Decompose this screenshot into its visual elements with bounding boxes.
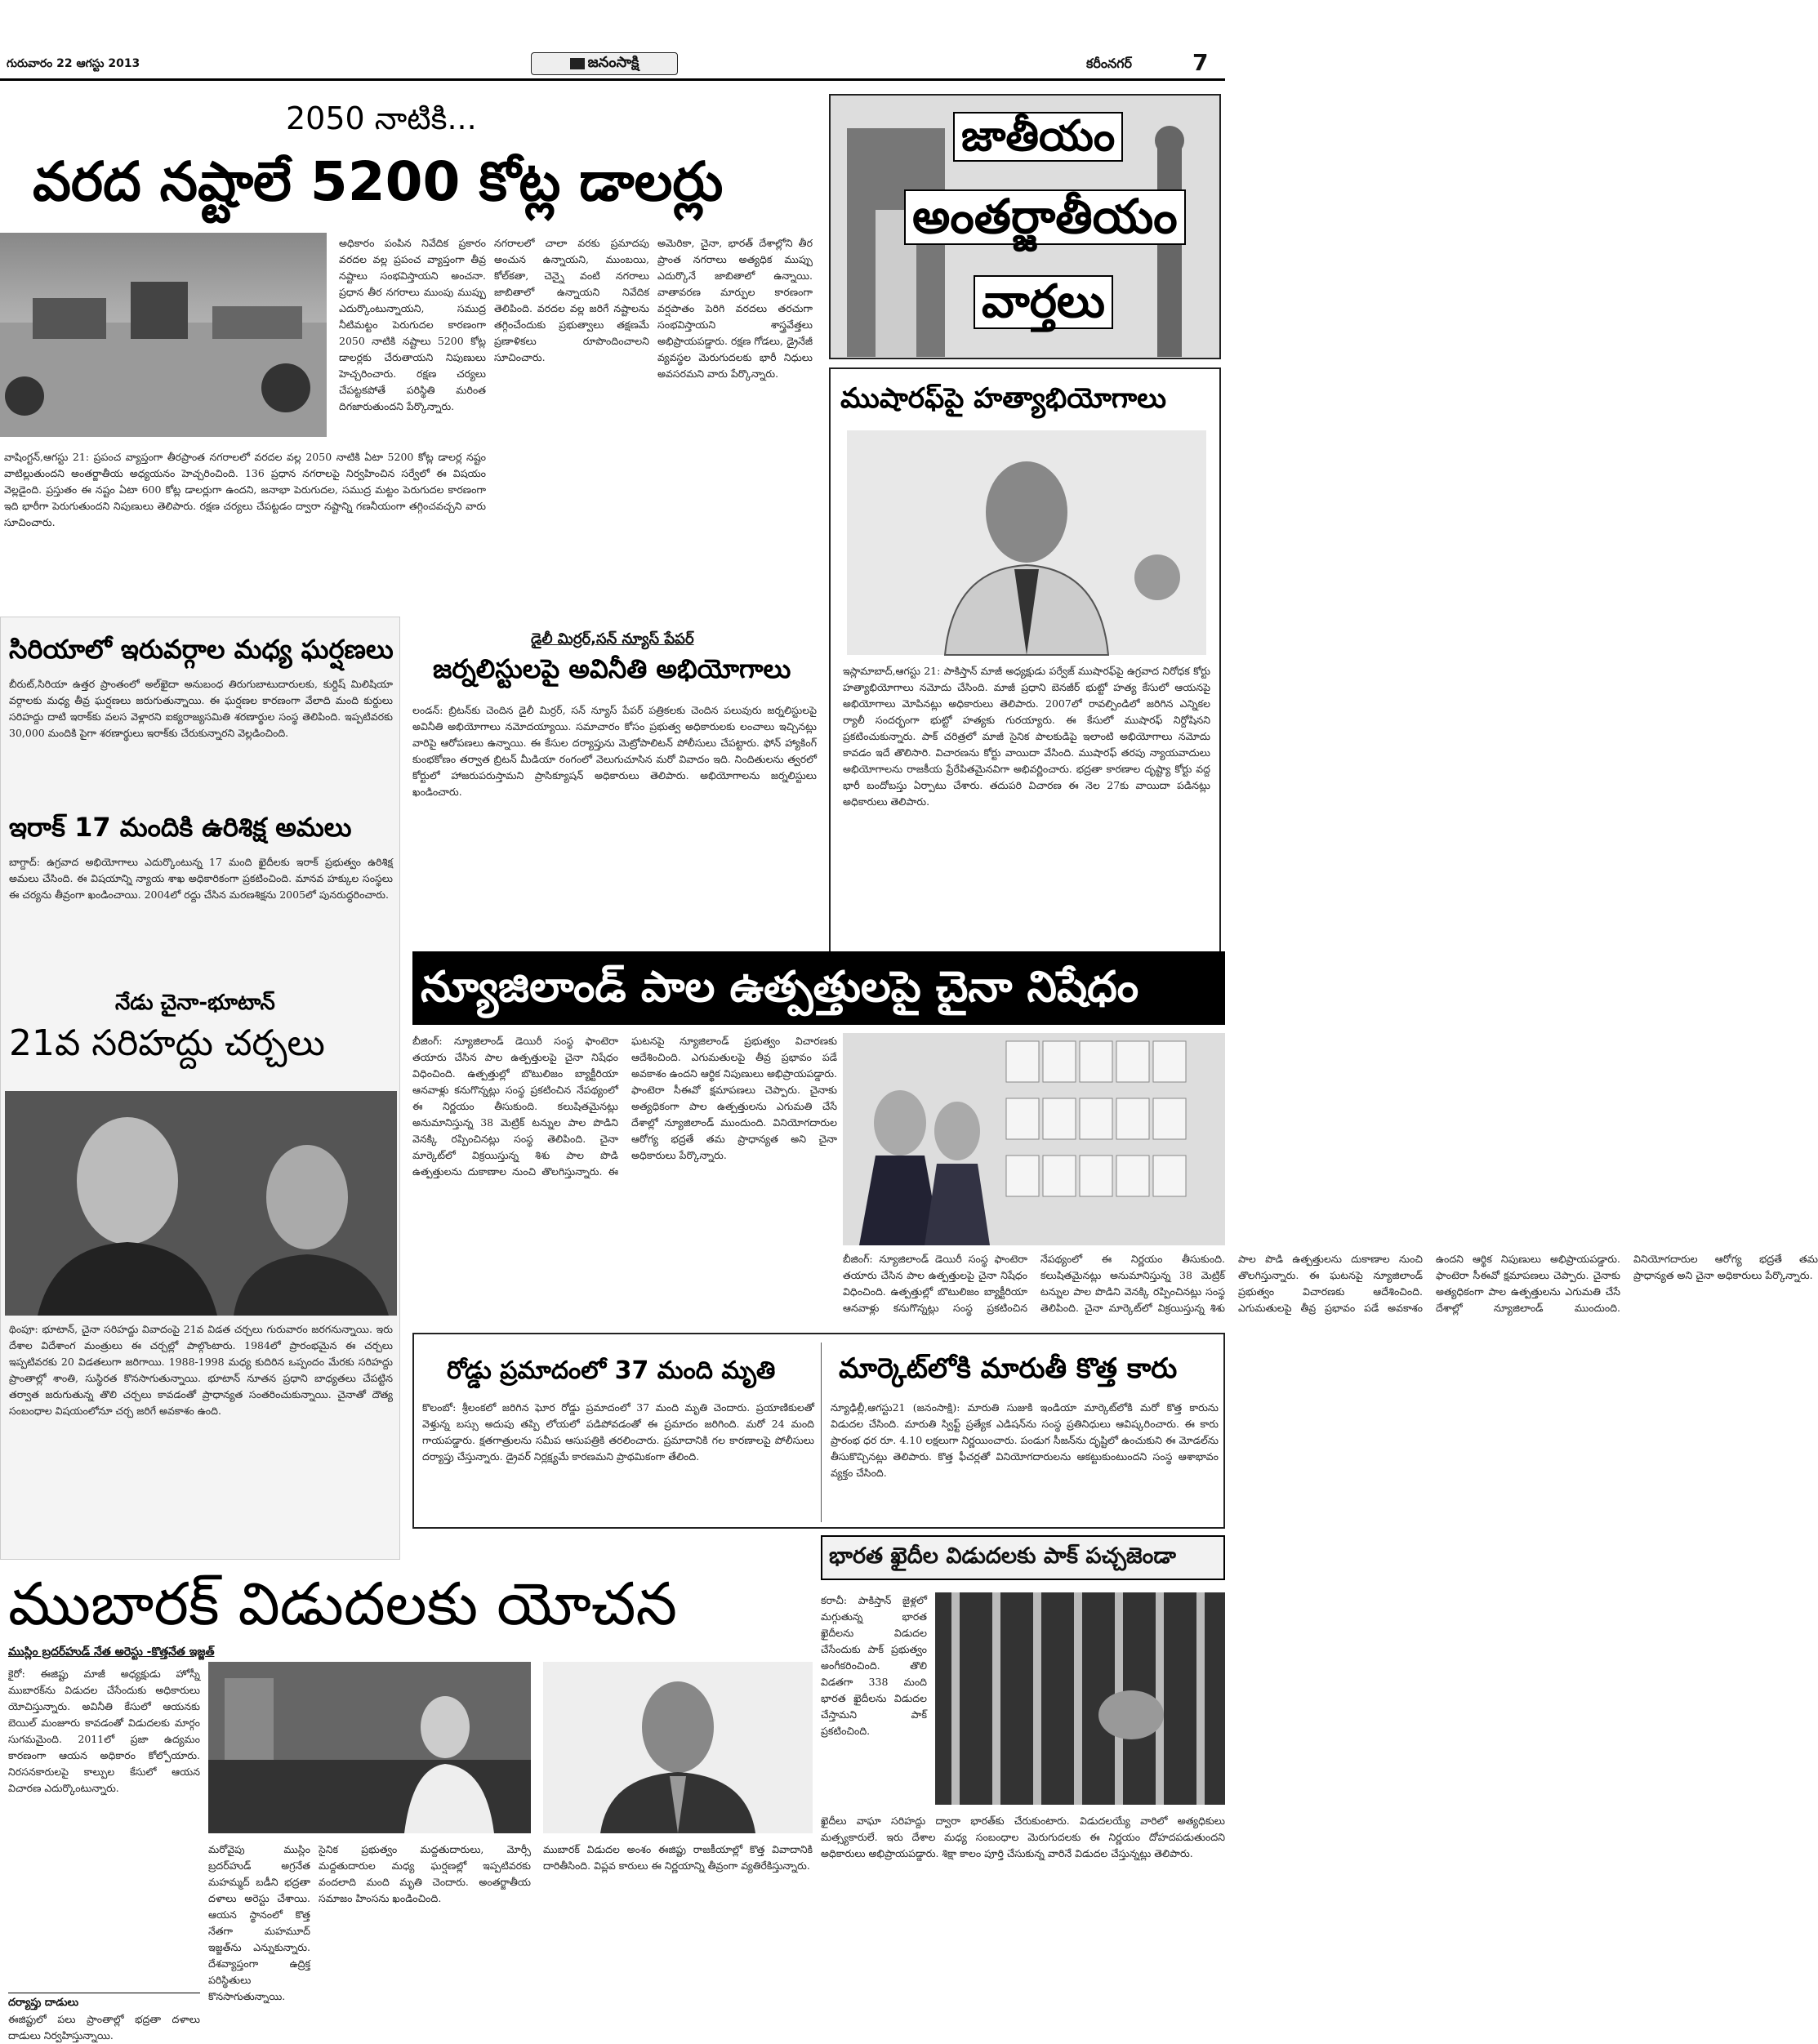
page-number: 7 [1192, 49, 1209, 76]
header-date: గురువారం 22 ఆగస్టు 2013 [7, 57, 140, 70]
bhutan-body: థింపూ: భూటాన్, చైనా సరిహద్దు వివాదంపై 21వ విడత చర్చలు గురువారం జరగనున్నాయి. ఇరు దేశాల విదేశాంగ మంత్రులు ఈ చర్చల్లో పాల్గొంటారు. 1984లో ప్రారంభమైన ఈ చర్చలు ఇప్పటివరకు 20 విడతలుగా జరిగాయి. 1988-1998 మధ్య కుదిరిన ఒప్పందం మేరకు సరిహద్దు ప్రాంతాల్లో శాంతి, సుస్థిరత కొనసాగుతున్నాయి. భూటాన్ నూతన ప్రధాని బాధ్యతలు చేపట్టిన తర్వాత జరుగుతున్న తొలి చర్చలు కావడంతో ప్రాధాన్యత సంతరించుకున్నాయి. చైనాతో దౌత్య సంబంధాల విషయంలోనూ చర్చ జరిగే అవకాశం ఉంది. [9, 1323, 393, 1417]
road-body: కొలంబో: శ్రీలంకలో జరిగిన ఘోర రోడ్డు ప్రమాదంలో 37 మంది మృతి చెందారు. ప్రయాణికులతో వెళ్తున్న బస్సు అదుపు తప్పి లోయలో పడిపోవడంతో ఈ ప్రమాదం జరిగింది. మరో 24 మంది గాయపడ్డారు. క్షతగాత్రులను సమీప ఆసుపత్రికి తరలించారు. ప్రమాదానికి గల కారణాలపై పోలీసులు దర్యాప్తు చేస్తున్నారు. డ్రైవర్ నిర్లక్ష్యమే కారణమని ప్రాథమికంగా తేలింది. [422, 1401, 814, 1463]
banner-line2: అంతర్జాతీయం [904, 189, 1186, 245]
main-headline: వరద నష్టాలే 5200 కోట్ల డాలర్లు [33, 150, 724, 213]
bhutan-photo [5, 1091, 397, 1316]
road-maruti-box [412, 1333, 1225, 1529]
nz-milk-body: బీజింగ్: న్యూజిలాండ్ డెయిరీ సంస్థ ఫాంటెరా తయారు చేసిన పాల ఉత్పత్తులపై చైనా నిషేధం విధించింది. ఉత్పత్తుల్లో బొటులిజం బ్యాక్టీరియా ఆనవాళ్లు కనుగొన్నట్లు సంస్థ ప్రకటించిన నేపథ్యంలో ఈ నిర్ణయం తీసుకుంది. కలుషితమైనట్లు అనుమానిస్తున్న 38 మెట్రిక్ టన్నుల పాల పొడిని వెనక్కి రప్పించినట్లు సంస్థ తెలిపింది. చైనా మార్కెట్‌లో విక్రయిస్తున్న శిశు పాల పొడి ఉత్పత్తులను దుకాణాల నుంచి తొలగిస్తున్నారు. ఈ ఘటనపై న్యూజిలాండ్ ప్రభుత్వం విచారణకు ఆదేశించింది. ఎగుమతులపై తీవ్ర ప్రభావం పడే అవకాశం ఉందని ఆర్థిక నిపుణులు అభిప్రాయపడ్డారు. ఫాంటెరా సీఈవో క్షమాపణలు చెప్పారు. చైనాకు అత్యధికంగా పాల ఉత్పత్తులను ఎగుమతి చేసే దేశాల్లో న్యూజిలాండ్ ముందుంది. వినియోగదారుల ఆరోగ్య భద్రతే తమ ప్రాధాన్యత అని చైనా అధికారులు పేర్కొన్నారు. [412, 1035, 837, 1178]
flood-photo-art [0, 233, 327, 437]
main-body-col1: అధికారం పంపిన నివేదిక ప్రకారం వరదల వల్ల ప్రపంచ వ్యాప్తంగా తీవ్ర నష్టాలు సంభవిస్తాయని అంచనా. ప్రధాన తీర నగరాలు ముంపు ముప్పు ఎదుర్కొంటున్నాయని, సముద్ర నీటిమట్టం పెరుగుదల కారణంగా 2050 నాటికి నష్టాలు 5200 కోట్ల డాలర్లకు చేరుతాయని నిపుణులు హెచ్చరించారు. రక్షణ చర్యలు చేపట్టకపోతే పరిస్థితి మరింత దిగజారుతుందని పేర్కొన్నారు. [339, 237, 486, 412]
prisoners-story [821, 1535, 1225, 2042]
mubarak-photo [543, 1662, 813, 1833]
journalists-source: డైలీ మిర్రర్,సన్ న్యూస్ పేపర్ [531, 630, 694, 648]
logo-mark-icon [570, 58, 585, 69]
maruti-headline: మార్కెట్‌లోకి మారుతీ కొత్త కారు [839, 1352, 1178, 1385]
musharraf-headline: ముషారఫ్‌పై హత్యాభియోగాలు [840, 382, 1167, 415]
nz-milk-photo-art [843, 1033, 1225, 1245]
mubarak-box [8, 1993, 200, 2042]
iraq-body: బాగ్దాద్: ఉగ్రవాద అభియోగాలు ఎదుర్కొంటున్న 17 మంది ఖైదీలకు ఇరాక్ ప్రభుత్వం ఉరిశిక్ష అమలు చేసింది. ఈ విషయాన్ని న్యాయ శాఖ అధికారికంగా ప్రకటించింది. మానవ హక్కుల సంస్థలు ఈ చర్యను తీవ్రంగా ఖండించాయి. 2004లో రద్దు చేసిన మరణశిక్షను 2005లో పునరుద్ధరించారు. [9, 856, 393, 901]
mubarak-body-col4: ముబారక్ విడుదల అంశం ఈజిప్టు రాజకీయాల్లో కొత్త వివాదానికి దారితీసింది. విప్లవ కారులు ఈ నిర్ణయాన్ని తీవ్రంగా వ్యతిరేకిస్తున్నారు. [543, 1843, 813, 1872]
journalists-body: లండన్: బ్రిటన్‌కు చెందిన డైలీ మిర్రర్, సన్ న్యూస్ పేపర్ పత్రికలకు చెందిన పలువురు జర్నలిస్టులపై అవినీతి అభియోగాలు నమోదయ్యాయి. సమాచారం కోసం ప్రభుత్వ అధికారులకు లంచాలు ఇచ్చినట్లు వారిపై ఆరోపణలు ఉన్నాయి. ఈ కేసుల దర్యాప్తును మెట్రోపాలిటన్ పోలీసులు చేపట్టారు. ఫోన్ హ్యాకింగ్ కుంభకోణం తర్వాత బ్రిటన్ మీడియా రంగంలో వెలుగుచూసిన మరో వివాదం ఇది. నిందితులను త్వరలో కోర్టులో హాజరుపరుస్తామని ప్రాసిక్యూషన్ అధికారులు తెలిపారు. అభియోగాలను జర్నలిస్టులు ఖండించారు. [412, 704, 817, 798]
musharraf-story [829, 367, 1221, 1006]
bhutan-kicker: నేడు చైనా-భూటాన్ [115, 991, 275, 1015]
mubarak-photo-art [543, 1662, 813, 1833]
musharraf-body: ఇస్లామాబాద్,ఆగస్టు 21: పాకిస్తాన్ మాజీ అధ్యక్షుడు పర్వేజ్ ముషారఫ్‌పై ఉగ్రవాద నిరోధక కోర్టు హత్యాభియోగాలు నమోదు చేసింది. మాజీ ప్రధాని బెనజీర్ భుట్టో హత్య కేసులో ఆయనపై అభియోగాలు మోపినట్లు అధికారులు తెలిపారు. 2007లో రావల్పిండిలో జరిగిన ఎన్నికల ర్యాలీ సందర్భంగా భుట్టో హత్యకు గురయ్యారు. ఈ కేసులో ముషారఫ్ నిర్దోషినని ప్రకటించుకున్నారు. పాక్ చరిత్రలో మాజీ సైనిక పాలకుడిపై ఇలాంటి అభియోగాలు నమోదు కావడం ఇదే తొలిసారి. విచారణను కోర్టు వాయిదా వేసింది. ముషారఫ్ తరపు న్యాయవాదులు అభియోగాలను రాజకీయ ప్రేరేపితమైనవిగా అభివర్ణించారు. భద్రతా కారణాల దృష్ట్యా కోర్టు వద్ద భారీ బందోబస్తు ఏర్పాటు చేశారు. తదుపరి విచారణ ఈ నెల 27కు వాయిదా పడినట్లు అధికారులు తెలిపారు. [843, 665, 1210, 808]
mubarak-story [0, 1560, 817, 2042]
journalists-headline: జర్నలిస్టులపై అవినీతి అభియోగాలు [433, 653, 791, 684]
protest-photo-art [208, 1662, 531, 1833]
musharraf-photo-art [847, 430, 1206, 655]
syria-headline: సిరియాలో ఇరువర్గాల మధ్య ఘర్షణలు [9, 634, 394, 665]
mubarak-headline: ముబారక్ విడుదలకు యోచన [8, 1570, 678, 1638]
maruti-body: న్యూఢిల్లీ,ఆగస్టు21 (జనంసాక్షి): మారుతి సుజుకి ఇండియా మార్కెట్‌లోకి మరో కొత్త కారును విడుదల చేసింది. మారుతి స్విఫ్ట్ ప్రత్యేక ఎడిషన్‌ను సంస్థ ప్రతినిధులు ఆవిష్కరించారు. ఈ కారు ప్రారంభ ధర రూ. 4.10 లక్షలుగా నిర్ణయించారు. పండుగ సీజన్‌ను దృష్టిలో ఉంచుకుని ఈ మోడల్‌ను తీసుకొచ్చినట్లు తెలిపారు. కొత్త ఫీచర్లతో వినియోగదారులను ఆకట్టుకుంటుందని సంస్థ ఆశాభావం వ్యక్తం చేసింది. [831, 1401, 1219, 1479]
nz-milk-body-right: బీజింగ్: న్యూజిలాండ్ డెయిరీ సంస్థ ఫాంటెరా తయారు చేసిన పాల ఉత్పత్తులపై చైనా నిషేధం విధించింది. ఉత్పత్తుల్లో బొటులిజం బ్యాక్టీరియా ఆనవాళ్లు కనుగొన్నట్లు సంస్థ ప్రకటించిన నేపథ్యంలో ఈ నిర్ణయం తీసుకుంది. కలుషితమైనట్లు అనుమానిస్తున్న 38 మెట్రిక్ టన్నుల పాల పొడిని వెనక్కి రప్పించినట్లు సంస్థ తెలిపింది. చైనా మార్కెట్‌లో విక్రయిస్తున్న శిశు పాల పొడి ఉత్పత్తులను దుకాణాల నుంచి తొలగిస్తున్నారు. ఈ ఘటనపై న్యూజిలాండ్ ప్రభుత్వం విచారణకు ఆదేశించింది. ఎగుమతులపై తీవ్ర ప్రభావం పడే అవకాశం ఉందని ఆర్థిక నిపుణులు అభిప్రాయపడ్డారు. ఫాంటెరా సీఈవో క్షమాపణలు చెప్పారు. చైనాకు అత్యధికంగా పాల ఉత్పత్తులను ఎగుమతి చేసే దేశాల్లో న్యూజిలాండ్ ముందుంది. వినియోగదారుల ఆరోగ్య భద్రతే తమ ప్రాధాన్యత అని చైనా అధికారులు పేర్కొన్నారు. [843, 1253, 1818, 1314]
prisoners-col: కరాచీ: పాకిస్తాన్ జైళ్లలో మగ్గుతున్న భారత ఖైదీలను విడుదల చేసేందుకు పాక్ ప్రభుత్వం అంగీకరించింది. తొలి విడతగా 338 మంది భారత ఖైదీలను విడుదల చేస్తామని పాక్ ప్రకటించింది. [821, 1594, 927, 1737]
bhutan-photo-art [5, 1091, 397, 1316]
main-body-col3: అమెరికా, చైనా, భారత్ దేశాల్లోని తీర ప్రాంత నగరాలు అత్యధిక ముప్పు ఎదుర్కొనే జాబితాలో ఉన్నాయి. వాతావరణ మార్పుల కారణంగా వర్షపాతం పెరిగి వరదలు తరచుగా సంభవిస్తాయని శాస్త్రవేత్తలు అభిప్రాయపడ్డారు. రక్షణ గోడలు, డ్రైనేజీ వ్యవస్థల మెరుగుదలకు భారీ నిధులు అవసరమని వారు పేర్కొన్నారు. [657, 237, 813, 380]
page-header [0, 0, 1225, 82]
mubarak-box-label: దర్యాప్తు దాడులు [8, 1997, 79, 2009]
header-rule [0, 78, 1225, 81]
section-banner [829, 94, 1221, 359]
protest-photo [208, 1662, 531, 1833]
iraq-headline: ఇరాక్ 17 మందికి ఉరిశిక్ష అమలు [9, 812, 352, 843]
header-city: కరీంనగర్ [1086, 56, 1133, 71]
banner-line1: జాతీయం [953, 112, 1123, 162]
prisoners-photo [935, 1592, 1225, 1805]
main-story [0, 86, 817, 608]
mubarak-box-body: ఈజిప్టులో పలు ప్రాంతాల్లో భద్రతా దళాలు దాడులు నిర్వహిస్తున్నాయి. [8, 2013, 200, 2042]
syria-body: బీరుట్,సిరియా ఉత్తర ప్రాంతంలో అల్‌ఖైదా అనుబంధ తిరుగుబాటుదారులకు, కుర్దిష్ మిలిషియా వర్గాలకు మధ్య తీవ్ర ఘర్షణలు జరుగుతున్నాయి. ఈ ఘర్షణల కారణంగా వేలాది మంది కుర్దులు సరిహద్దు దాటి ఇరాక్‌కు వలస వెళ్లారని ఐక్యరాజ్యసమితి శరణార్థుల సంస్థ తెలిపింది. ఇప్పటివరకు 30,000 మందికి పైగా శరణార్థులు ఇరాక్‌కు చేరుకున్నారని వెల్లడించింది. [9, 678, 393, 739]
mubarak-body-col3: సైనిక ప్రభుత్వం మద్దతుదారులు, మోర్సీ మద్దతుదారుల మధ్య ఘర్షణల్లో ఇప్పటివరకు వందలాది మంది మృతి చెందారు. అంతర్జాతీయ సమాజం హింసను ఖండించింది. [319, 1843, 531, 1904]
mubarak-body-col2: మరోవైపు ముస్లిం బ్రదర్‌హుడ్ అగ్రనేత మహమ్మద్ బడీని భద్రతా దళాలు అరెస్టు చేశాయి. ఆయన స్థానంలో కొత్త నేతగా మహమూద్ ఇజ్జత్‌ను ఎన్నుకున్నారు. దేశవ్యాప్తంగా ఉద్రిక్త పరిస్థితులు కొనసాగుతున్నాయి. [208, 1843, 310, 2002]
prisoners-title: భారత ఖైదీల విడుదలకు పాక్ పచ్చజెండా [829, 1543, 1176, 1569]
prisoners-photo-art [935, 1592, 1225, 1805]
mubarak-subtitle: ముస్లిం బ్రదర్‌హుడ్ నేత అరెస్టు -కొత్తనేత ఇజ్జత్ [8, 1645, 215, 1659]
main-body-lower: వాషింగ్టన్,ఆగస్టు 21: ప్రపంచ వ్యాప్తంగా తీరప్రాంత నగరాలలో వరదల వల్ల 2050 నాటికి ఏటా 5200 కోట్ల డాలర్ల నష్టం వాటిల్లుతుందని అంతర్జాతీయ అధ్యయనం హెచ్చరించింది. 136 ప్రధాన నగరాలపై నిర్వహించిన సర్వేలో ఈ విషయం వెల్లడైంది. ప్రస్తుతం ఈ నష్టం ఏటా 600 కోట్ల డాలర్లుగా ఉందని, జనాభా పెరుగుదల, సముద్ర మట్టం పెరుగుదల కారణంగా ఇది భారీగా పెరుగుతుందని నిపుణులు తెలిపారు. రక్షణ చర్యలు చేపట్టడం ద్వారా నష్టాన్ని గణనీయంగా తగ్గించవచ్చని వారు సూచించారు. [4, 451, 486, 528]
nz-milk-headline-bar [412, 951, 1225, 1025]
flood-photo [0, 233, 327, 437]
nz-milk-headline: న్యూజిలాండ్ పాల ఉత్పత్తులపై చైనా నిషేధం [421, 963, 1139, 1012]
masthead-logo [531, 52, 678, 75]
banner-line3: వార్తలు [974, 275, 1113, 329]
nz-milk-photo [843, 1033, 1225, 1245]
main-kicker: 2050 నాటికి... [286, 100, 477, 136]
logo-text: జనంసాక్షి [587, 53, 639, 71]
box-divider [821, 1343, 822, 1522]
mubarak-body-col1: కైరో: ఈజిప్టు మాజీ అధ్యక్షుడు హోస్నీ ముబారక్‌ను విడుదల చేసేందుకు అధికారులు యోచిస్తున్నారు. అవినీతి కేసులో ఆయనకు బెయిల్ మంజూరు కావడంతో విడుదలకు మార్గం సుగమమైంది. 2011లో ప్రజా ఉద్యమం కారణంగా ఆయన అధికారం కోల్పోయారు. నిరసనకారులపై కాల్పుల కేసులో ఆయన విచారణ ఎదుర్కొంటున్నారు. [8, 1668, 200, 1794]
left-column-stories [0, 617, 400, 1560]
journalists-story [408, 621, 821, 947]
bhutan-headline: 21వ సరిహద్దు చర్చలు [9, 1022, 325, 1064]
main-body-col2: నగరాలలో చాలా వరకు ప్రమాదపు అంచున ఉన్నాయని, ముంబయి, కోల్‌కతా, చెన్నై వంటి నగరాలు జాబితాలో ఉన్నాయని నివేదిక తెలిపింది. వరదల వల్ల జరిగే నష్టాలను తగ్గించేందుకు ప్రభుత్వాలు తక్షణమే ప్రణాళికలు రూపొందించాలని సూచించారు. [494, 237, 649, 363]
prisoners-headline [821, 1535, 1225, 1580]
road-headline: రోడ్డు ప్రమాదంలో 37 మంది మృతి [447, 1356, 776, 1385]
musharraf-photo [847, 430, 1206, 655]
prisoners-body: ఖైదీలు వాఘా సరిహద్దు ద్వారా భారత్‌కు చేరుకుంటారు. విడుదలయ్యే వారిలో అత్యధికులు మత్స్యకారులే. ఇరు దేశాల మధ్య సంబంధాల మెరుగుదలకు ఈ నిర్ణయం దోహదపడుతుందని అధికారులు అభిప్రాయపడ్డారు. శిక్షా కాలం పూర్తి చేసుకున్న వారినే విడుదల చేస్తున్నట్లు తెలిపారు. [821, 1815, 1225, 1859]
